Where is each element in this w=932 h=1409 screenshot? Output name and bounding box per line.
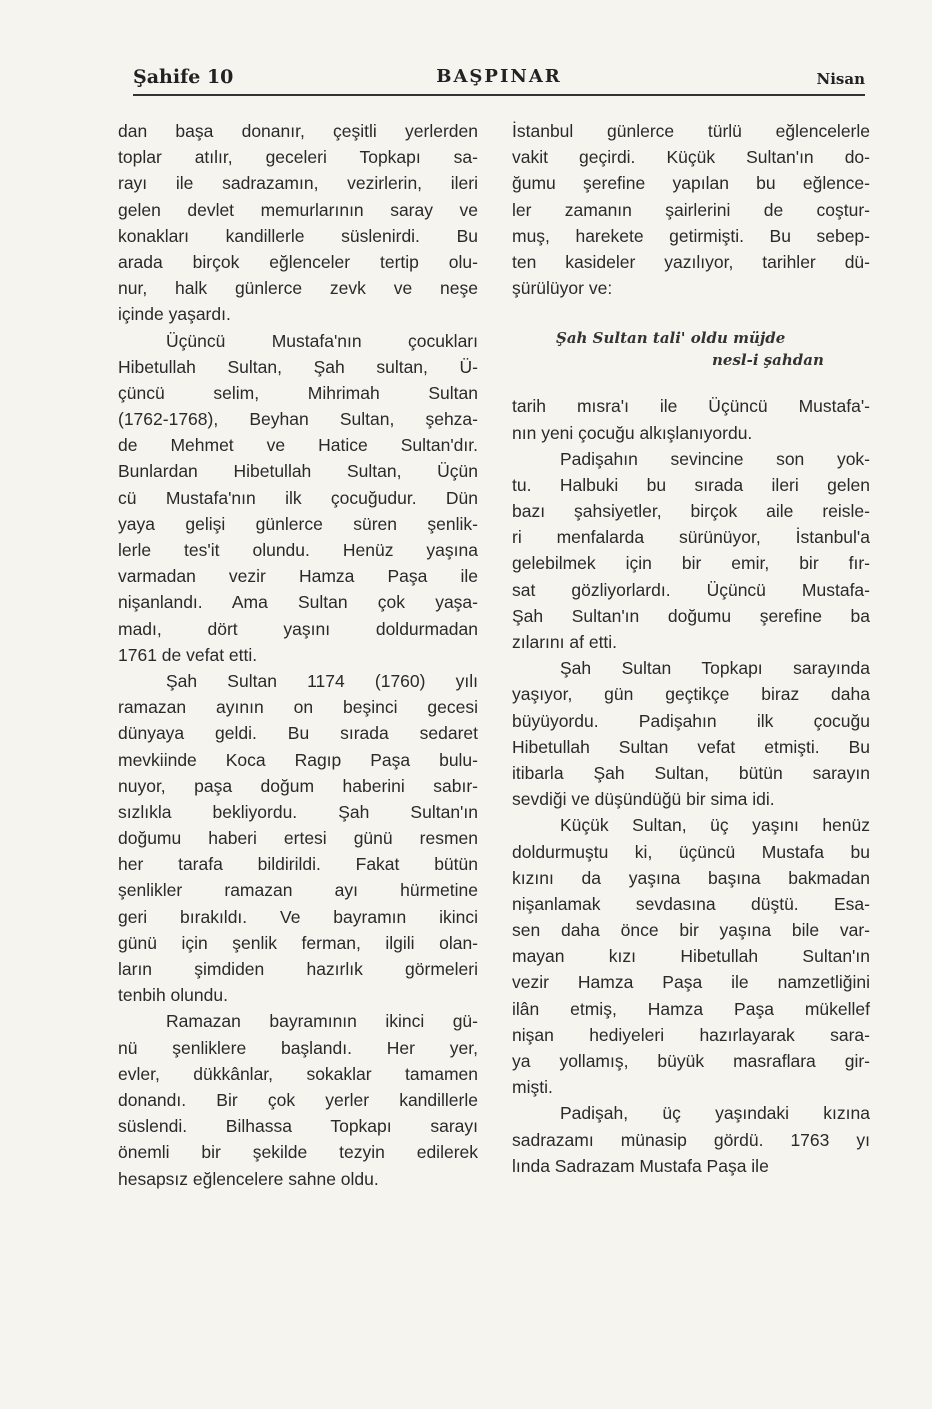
- text-line: cü Mustafa'nın ilk çocuğudur. Dün: [118, 487, 478, 508]
- journal-title: BAŞPINAR: [436, 66, 562, 87]
- text-line: 1761 de vefat etti.: [118, 644, 258, 665]
- text-line: bazı şahsiyetler, birçok aile reisle-: [512, 501, 870, 522]
- text-line: donandı. Bir çok yerler kandillerle: [118, 1089, 478, 1110]
- text-line: ri menfalarda sürünüyor, İstanbul'a: [512, 527, 870, 548]
- text-line: İstanbul günlerce türlü eğlencelerle: [512, 121, 870, 141]
- text-line: önemli bir şekilde tezyin edilerek: [118, 1142, 478, 1163]
- text-line: konakları kandillerle süslenirdi. Bu: [118, 225, 478, 246]
- text-line: Hibetullah Sultan, Şah sultan, Ü-: [118, 356, 478, 377]
- text-line: geri bırakıldı. Ve bayramın ikinci: [118, 906, 478, 927]
- text-line: sızlıkla bekliyordu. Şah Sultan'ın: [118, 801, 478, 822]
- text-line: ğumu şerefine yapılan bu eğlence-: [512, 173, 870, 194]
- text-line: lerle tes'it olundu. Henüz yaşına: [118, 540, 478, 560]
- text-line: nişanlandı. Ama Sultan çok yaşa-: [118, 592, 478, 613]
- text-line: evler, dükkânlar, sokaklar tamamen: [118, 1063, 478, 1084]
- text-line: hesapsız eğlencelere sahne oldu.: [118, 1168, 379, 1189]
- text-line: ların şimdiden hazırlık görmeleri: [118, 959, 478, 979]
- text-line: ler zamanın şairlerini de coştur-: [512, 199, 870, 220]
- text-line: dan başa donanır, çeşitli yerlerden: [118, 121, 478, 141]
- text-line: muş, harekete getirmişti. Bu sebep-: [512, 225, 870, 246]
- text-line: vezir Hamza Paşa ile namzetliğini: [512, 972, 870, 993]
- text-line: nuyor, paşa doğum haberini sabır-: [118, 775, 478, 796]
- text-line: mayan kızı Hibetullah Sultan'ın: [512, 946, 870, 967]
- text-line: Padişah, üç yaşındaki kızına: [560, 1103, 870, 1124]
- text-line: süslendi. Bilhassa Topkapı sarayı: [118, 1116, 478, 1137]
- text-line: zılarını af etti.: [512, 632, 618, 652]
- text-line: arada birçok eğlenceler tertip olu-: [118, 251, 478, 272]
- text-line: mişti.: [512, 1077, 553, 1098]
- text-line: ten kasideler yazılıyor, tarihler dü-: [512, 251, 870, 272]
- text-line: Ramazan bayramının ikinci gü-: [166, 1011, 478, 1032]
- text-line: gelen devlet memurlarının saray ve: [118, 199, 478, 220]
- text-line: tenbih olundu.: [118, 985, 228, 1006]
- text-line: Şah Sultan'ın doğumu şerefine ba: [512, 605, 870, 626]
- text-line: doldurmuştu ki, üçüncü Mustafa bu: [512, 841, 870, 862]
- text-line: kızını da yaşına başına bakmadan: [512, 867, 870, 888]
- text-line: çüncü selim, Mihrimah Sultan: [118, 382, 478, 403]
- text-line: ya yollamış, büyük masraflara gir-: [512, 1051, 870, 1071]
- text-line: Üçüncü Mustafa'nın çocukları: [166, 330, 478, 351]
- text-line: dünyaya geldi. Bu sırada sedaret: [118, 723, 478, 744]
- text-line: şenlikler ramazan ayı hürmetine: [118, 880, 478, 901]
- text-line: rayı ile sadrazamın, vezirlerin, ileri: [118, 173, 478, 194]
- right-column-bottom: [512, 393, 870, 1179]
- text-line: yaya gelişi günlerce süren şenlik-: [118, 513, 478, 534]
- text-line: sen daha önce bir yaşına bile var-: [512, 920, 870, 941]
- page-header: [133, 62, 865, 96]
- text-line: nişanlamak sevdasına düştü. Esa-: [512, 893, 870, 914]
- text-line: varmadan vezir Hamza Paşa ile: [118, 566, 478, 587]
- text-line: yaşıyor, gün geçtikçe biraz daha: [512, 684, 870, 705]
- text-line: sevdiği ve düşündüğü bir sima idi.: [512, 789, 775, 810]
- right-column: [512, 118, 870, 1179]
- text-line: nın yeni çocuğu alkışlanıyordu.: [512, 422, 753, 443]
- text-line: şürülüyor ve:: [512, 278, 613, 299]
- text-line: Küçük Sultan, üç yaşını henüz: [560, 815, 870, 836]
- text-line: lında Sadrazam Mustafa Paşa ile: [512, 1155, 769, 1176]
- text-line: doğumu haberi ertesi günü resmen: [118, 828, 478, 849]
- text-line: her tarafa bildirildi. Fakat bütün: [118, 854, 478, 875]
- text-line: itibarla Şah Sultan, bütün sarayın: [512, 762, 870, 783]
- text-line: büyüyordu. Padişahın ilk çocuğu: [512, 710, 870, 731]
- text-line: (1762-1768), Beyhan Sultan, şehza-: [118, 409, 478, 430]
- text-line: tarih mısra'ı ile Üçüncü Mustafa'-: [512, 396, 870, 417]
- text-line: de Mehmet ve Hatice Sultan'dır.: [118, 435, 478, 456]
- left-column: [118, 118, 478, 1192]
- text-line: toplar atılır, geceleri Topkapı sa-: [118, 147, 478, 168]
- text-line: Hibetullah Sultan vefat etmişti. Bu: [512, 736, 870, 757]
- text-line: nur, halk günlerce zevk ve neşe: [118, 278, 478, 299]
- text-line: Şah Sultan Topkapı sarayında: [560, 658, 870, 679]
- text-line: Bunlardan Hibetullah Sultan, Üçün: [118, 461, 478, 482]
- text-line: vakit geçirdi. Küçük Sultan'ın do-: [512, 147, 870, 168]
- verse-line-1: Şah Sultan tali' oldu müjde: [556, 329, 786, 348]
- text-line: sat gözliyorlardı. Üçüncü Mustafa-: [512, 579, 870, 600]
- page-number: Şahife 10: [133, 66, 234, 88]
- verse-line-2: nesl-i şahdan: [712, 351, 824, 370]
- text-line: nişan hediyeleri hazırlayarak sara-: [512, 1024, 870, 1045]
- right-column-top: [512, 118, 870, 301]
- text-line: nü şenliklere başlandı. Her yer,: [118, 1037, 478, 1058]
- text-line: madı, dört yaşını doldurmadan: [118, 618, 478, 639]
- text-line: ramazan ayının on beşinci gecesi: [118, 697, 478, 718]
- text-line: gelebilmek için bir emir, bir fır-: [512, 553, 870, 574]
- text-line: içinde yaşardı.: [118, 304, 231, 325]
- issue-month: Nisan: [816, 70, 865, 88]
- text-line: Padişahın sevincine son yok-: [560, 448, 870, 469]
- text-line: mevkiinde Koca Ragıp Paşa bulu-: [118, 749, 478, 770]
- text-line: günü için şenlik ferman, ilgili olan-: [118, 932, 478, 953]
- text-line: Şah Sultan 1174 (1760) yılı: [166, 670, 478, 691]
- text-line: tu. Halbuki bu sırada ileri gelen: [512, 474, 870, 495]
- text-line: ilân etmiş, Hamza Paşa mükellef: [512, 998, 870, 1019]
- text-line: sadrazamı münasip gördü. 1763 yı: [512, 1129, 870, 1150]
